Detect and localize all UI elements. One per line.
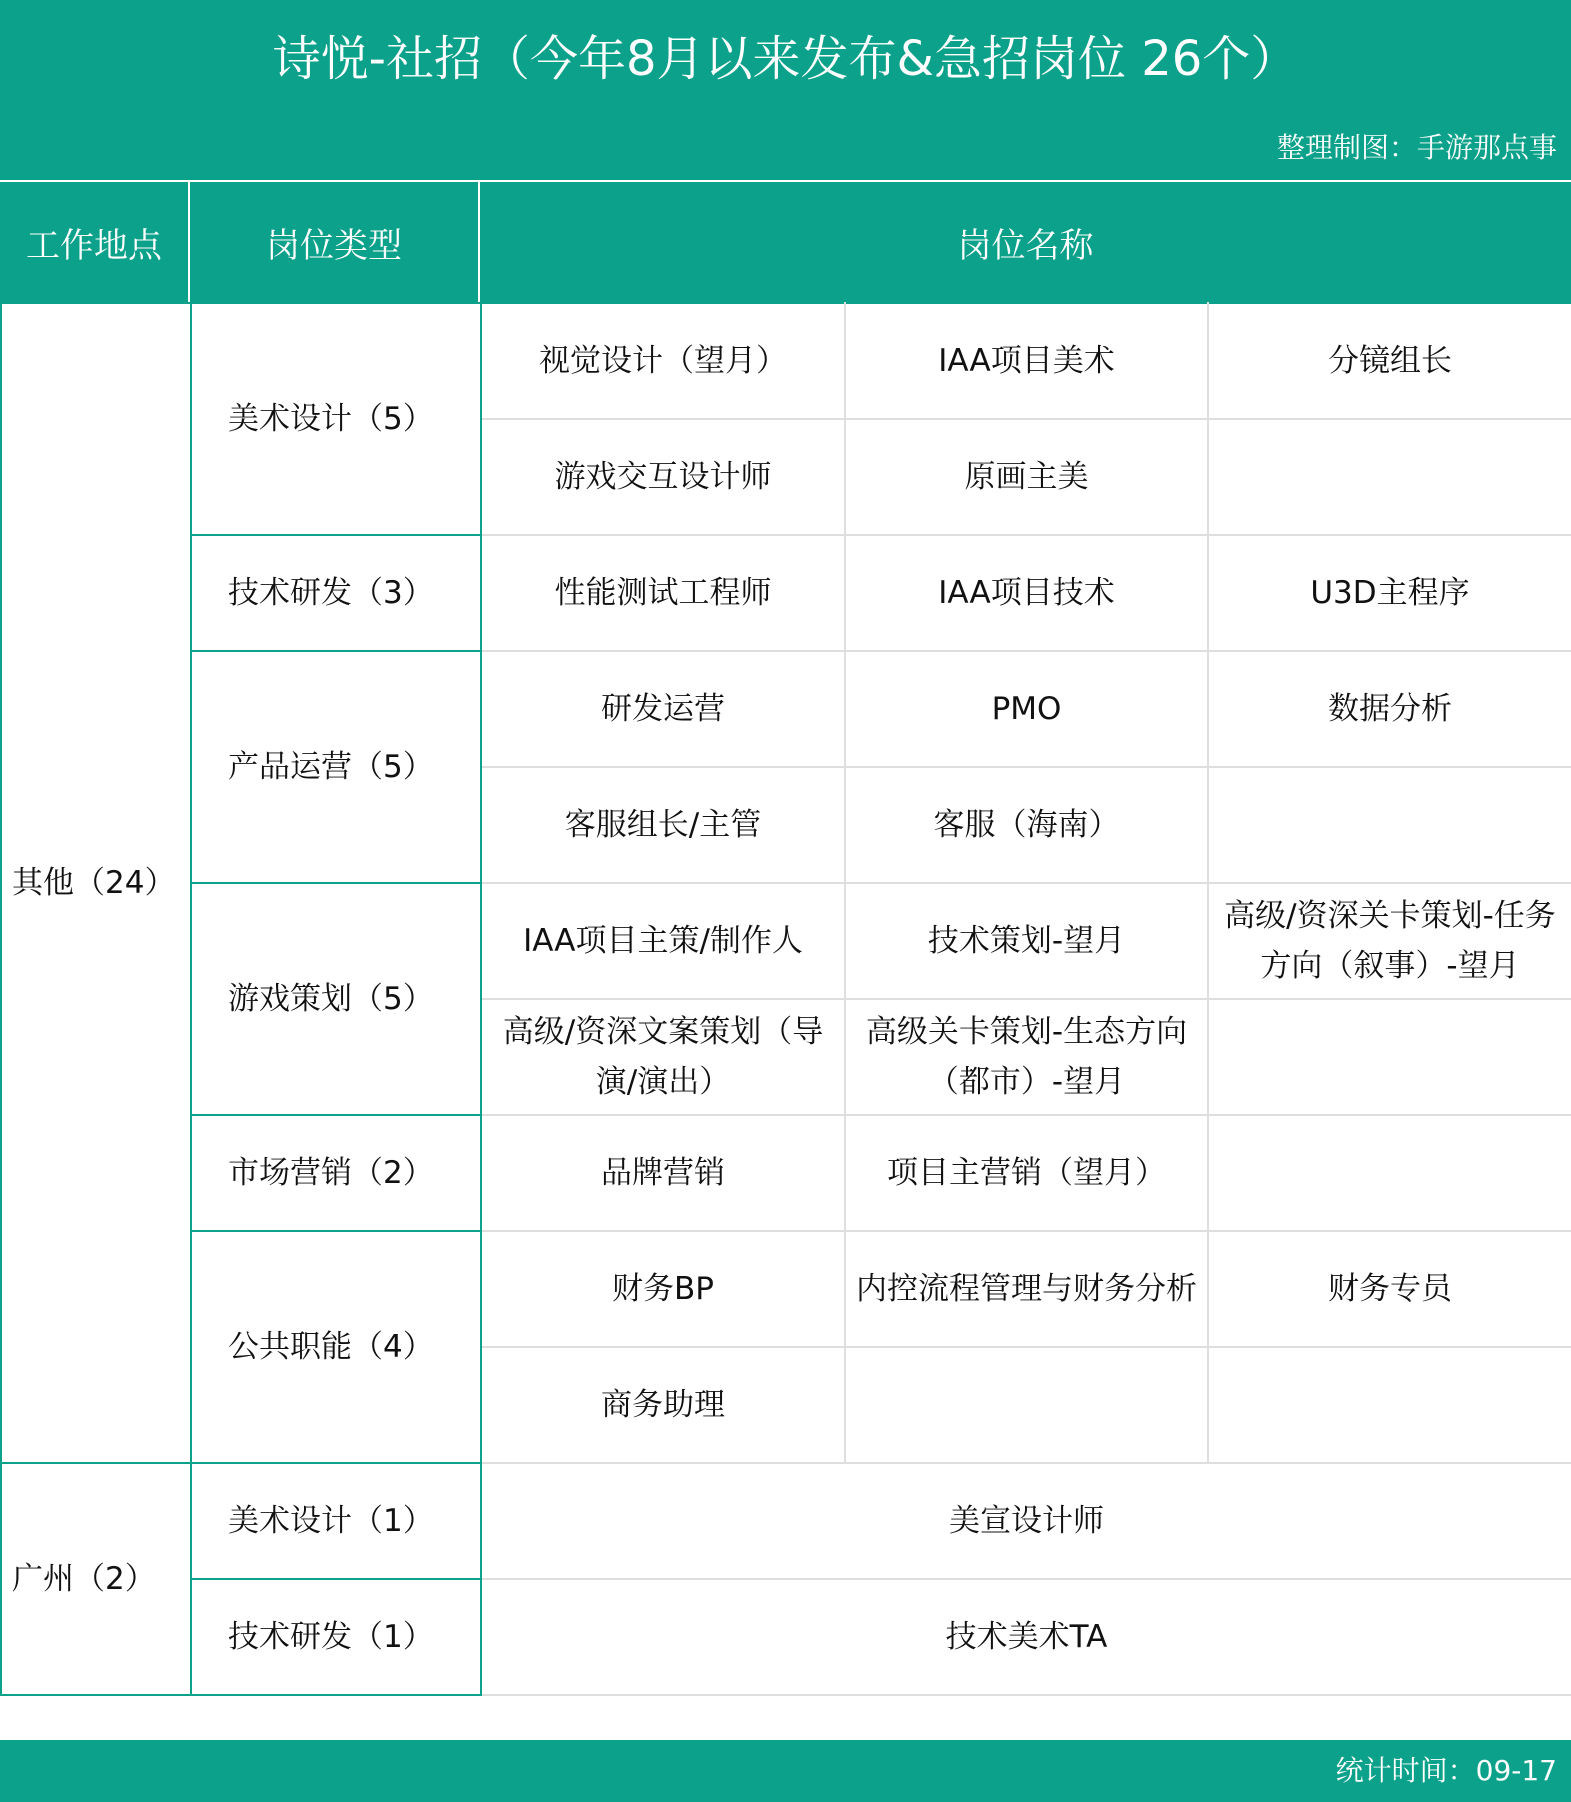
table-row [1,303,1571,419]
header-divider [478,182,480,302]
footer-bar [0,1740,1571,1802]
table-row [1,1231,1571,1347]
empty-cell [1208,767,1571,883]
job-cell: PMO [845,651,1208,767]
table-row [1,1115,1571,1231]
job-cell: 游戏交互设计师 [481,419,845,535]
job-cell: 分镜组长 [1208,303,1571,419]
category-cell-marketing: 市场营销（2） [191,1115,481,1231]
header-divider [188,182,190,302]
empty-cell [1208,419,1571,535]
job-cell: 财务BP [481,1231,845,1347]
job-cell: 财务专员 [1208,1231,1571,1347]
category-cell-gz-art: 美术设计（1） [191,1463,481,1579]
empty-cell [1208,999,1571,1115]
table-row [1,1463,1571,1579]
column-header-category: 岗位类型 [190,182,478,302]
column-header-location: 工作地点 [0,182,188,302]
empty-cell [1208,1347,1571,1463]
stat-time: 统计时间：09-17 [1335,1754,1557,1787]
job-cell: 客服（海南） [845,767,1208,883]
job-cell: IAA项目技术 [845,535,1208,651]
location-cell-guangzhou: 广州（2） [1,1463,191,1695]
category-cell-product: 产品运营（5） [191,651,481,883]
title-banner [0,0,1571,180]
job-cell: 客服组长/主管 [481,767,845,883]
job-cell: 项目主营销（望月） [845,1115,1208,1231]
table-row [1,1579,1571,1695]
job-cell: U3D主程序 [1208,535,1571,651]
category-cell-public: 公共职能（4） [191,1231,481,1463]
job-cell: IAA项目主策/制作人 [481,883,845,999]
job-cell: 高级/资深关卡策划-任务方向（叙事）-望月 [1208,883,1571,999]
empty-cell [1208,1115,1571,1231]
category-cell-design: 游戏策划（5） [191,883,481,1115]
job-cell: 技术美术TA [481,1579,1571,1695]
location-cell-other: 其他（24） [1,303,191,1463]
job-cell: IAA项目美术 [845,303,1208,419]
job-cell: 技术策划-望月 [845,883,1208,999]
category-cell-gz-tech: 技术研发（1） [191,1579,481,1695]
job-cell: 美宣设计师 [481,1463,1571,1579]
job-cell: 视觉设计（望月） [481,303,845,419]
column-header-position: 岗位名称 [480,182,1571,302]
empty-cell [845,1347,1208,1463]
job-cell: 内控流程管理与财务分析 [845,1231,1208,1347]
job-table [0,302,1571,1696]
table-row [1,883,1571,999]
category-cell-art: 美术设计（5） [191,303,481,535]
category-cell-tech: 技术研发（3） [191,535,481,651]
page-title: 诗悦-社招（今年8月以来发布&急招岗位 26个） [272,31,1299,87]
job-cell: 原画主美 [845,419,1208,535]
credit-text: 整理制图：手游那点事 [1276,131,1557,164]
job-cell: 性能测试工程师 [481,535,845,651]
job-cell: 高级/资深文案策划（导演/演出） [481,999,845,1115]
job-cell: 高级关卡策划-生态方向（都市）-望月 [845,999,1208,1115]
job-cell: 品牌营销 [481,1115,845,1231]
job-cell: 数据分析 [1208,651,1571,767]
table-row [1,535,1571,651]
job-cell: 商务助理 [481,1347,845,1463]
job-cell: 研发运营 [481,651,845,767]
table-row [1,651,1571,767]
